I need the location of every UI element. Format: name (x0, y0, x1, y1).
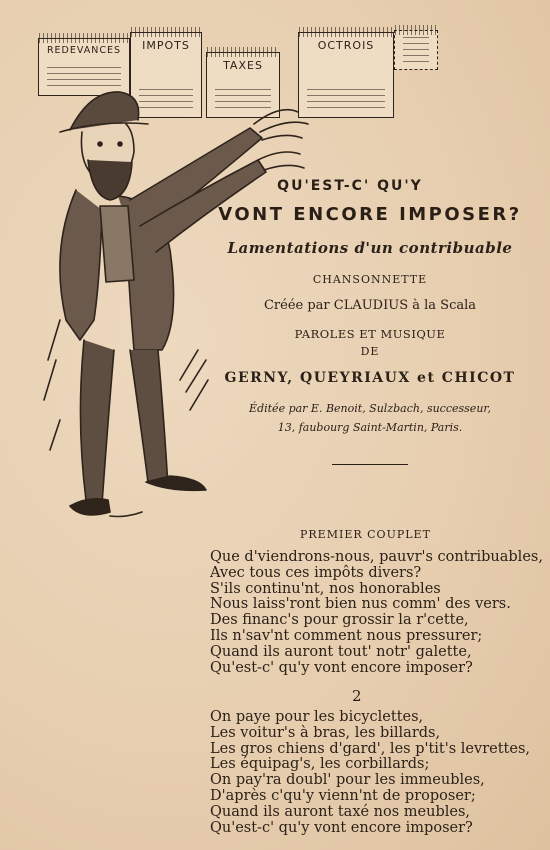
verse-2 (210, 710, 530, 836)
verse-line: Qu'est-c' qu'y vont encore imposer? (210, 819, 473, 836)
verse-line: Quand ils auront taxé nos meubles, (210, 803, 471, 820)
verse-line: D'après c'qu'y vienn'nt de proposer; (210, 787, 476, 804)
title-block (210, 178, 530, 465)
credits-label: PAROLES ET MUSIQUE (294, 327, 446, 341)
verse-line: Les voitur's à bras, les billards, (210, 724, 441, 741)
sign-impots: IMPOTS (130, 32, 202, 118)
sign-octrois: OCTROIS (298, 32, 394, 118)
verse-line: Les équipag's, les corbillards; (210, 756, 430, 773)
publisher-line-1: Éditée par E. Benoit, Sulzbach, successeur, (249, 402, 491, 415)
verse-line: Nous laiss'ront bien nus comm' des vers. (210, 596, 511, 613)
verse-line: Ils n'sav'nt comment nous pressurer; (210, 627, 483, 644)
sign-taxes: TAXES (206, 52, 280, 118)
divider-rule (332, 464, 408, 465)
verse-line: Les gros chiens d'gard', les p'tit's levrettes, (210, 740, 531, 757)
verse-number: 2 (352, 687, 362, 705)
authors: GERNY, QUEYRIAUX et CHICOT (224, 370, 516, 386)
verse-line: On pay'ra doubl' pour les immeubles, (210, 772, 485, 789)
title-line-1: QU'EST-C' QU'Y (277, 178, 423, 194)
verse-line: Qu'est-c' qu'y vont encore imposer? (210, 659, 473, 676)
publisher-line-2: 13, faubourg Saint-Martin, Paris. (277, 421, 463, 434)
sign-redevances: REDEVANCES (38, 38, 130, 96)
verse-line: Quand ils auront tout' notr' galette, (210, 643, 472, 660)
genre: CHANSONNETTE (312, 273, 428, 286)
verse-line: On paye pour les bicyclettes, (210, 709, 424, 725)
title-line-2: VONT ENCORE IMPOSER? (218, 204, 522, 225)
subtitle: Lamentations d'un contribuable (227, 239, 513, 257)
verse-line: Avec tous ces impôts divers? (210, 564, 422, 581)
credits-de: DE (360, 345, 380, 358)
verse-line: S'ils continu'nt, nos honorables (210, 580, 441, 597)
couplet-heading: PREMIER COUPLET (300, 528, 431, 541)
verse-1 (210, 550, 543, 676)
verse-line: Que d'viendrons-nous, pauvr's contribuables, (210, 549, 543, 565)
verse-line: Des financ's pour grossir la r'cette, (210, 612, 469, 629)
creation-credit: Créée par CLAUDIUS à la Scala (263, 298, 477, 313)
